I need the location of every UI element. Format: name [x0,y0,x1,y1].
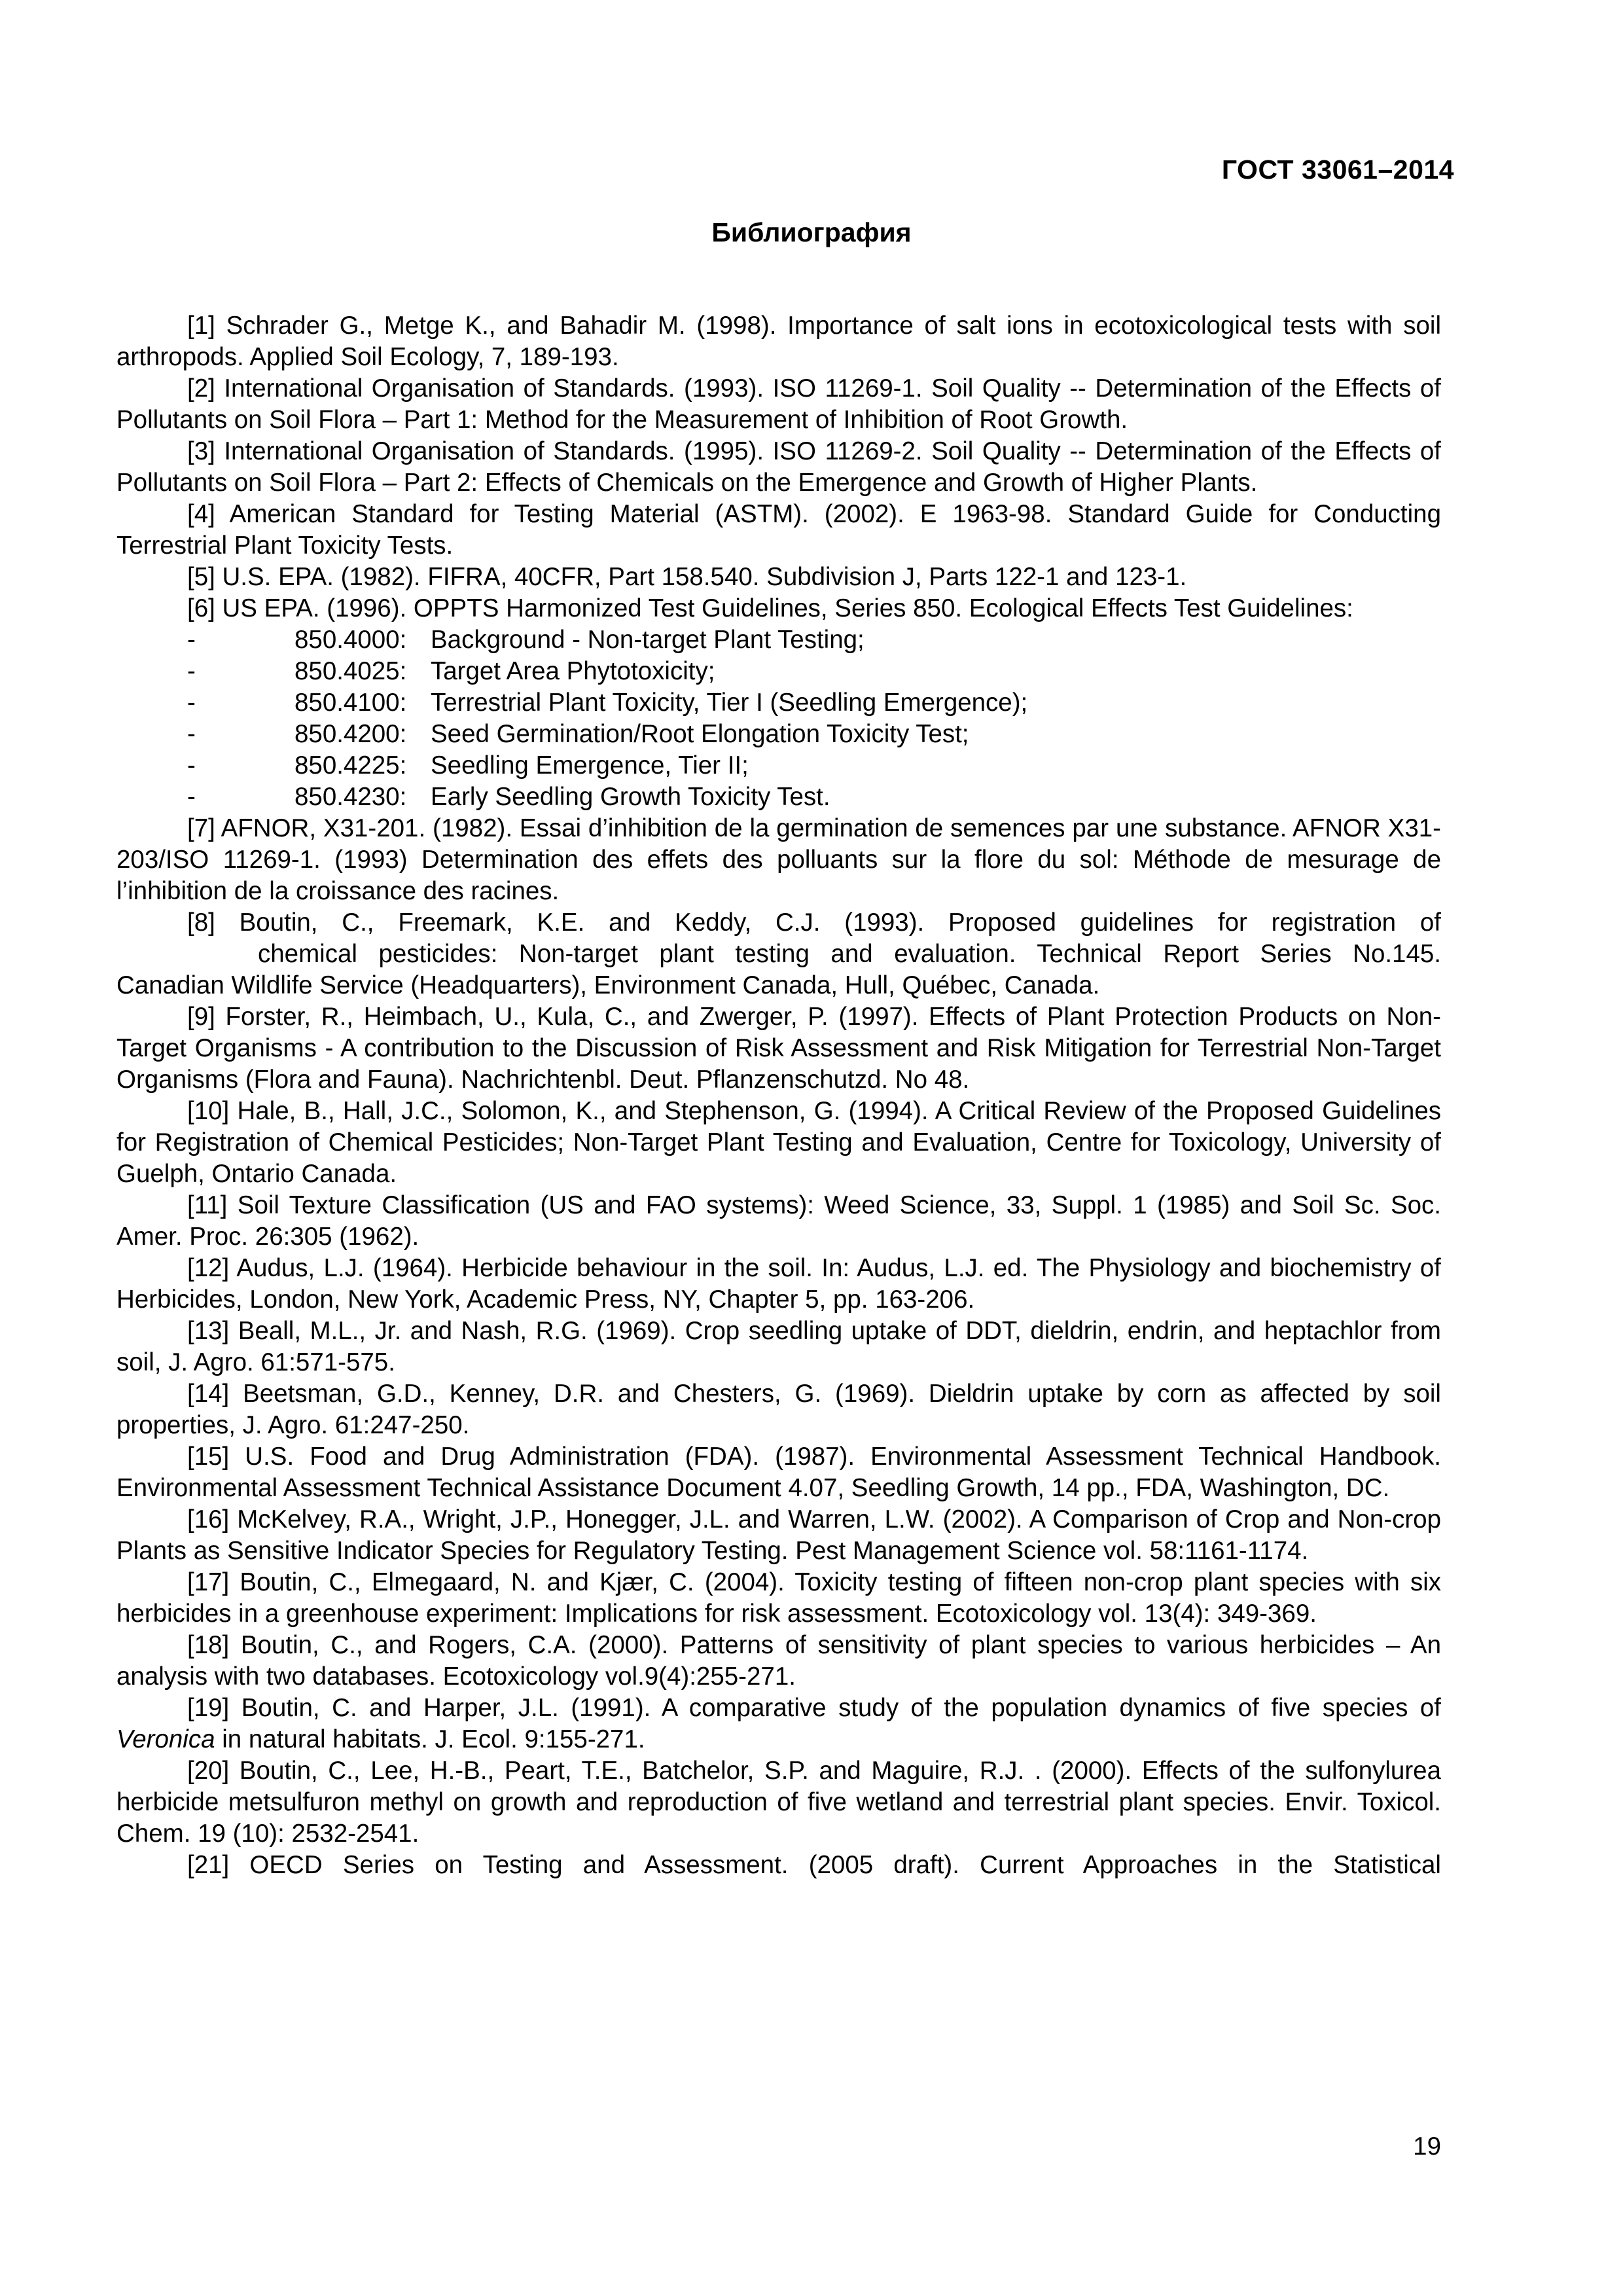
reference-9: [9] Forster, R., Heimbach, U., Kula, C., and Zwerger, P. (1997). Effects of Plant Protection Products on Non-Target Organisms - A contribution to the Discussion of Risk Assessment and Risk Mitigation for Terrestrial Non-Target Organisms (Flora and Fauna). Nachrichtenbl. Deut. Pflanzenschutzd. No 48. [116,1003,1441,1094]
guideline-code: 850.4000: [294,626,407,654]
guideline-item [116,781,1441,813]
guideline-code: 850.4230: [294,783,407,811]
reference-19-species-italic: Veronica [116,1725,215,1753]
list-dash: - [187,783,196,811]
reference-14: [14] Beetsman, G.D., Kenney, D.R. and Chesters, G. (1969). Dieldrin uptake by corn as affected by soil properties, J. Agro. 61:247-250. [116,1380,1441,1439]
reference-3: [3] International Organisation of Standards. (1995). ISO 11269-2. Soil Quality -- Determination of the Effects of Pollutants on Soil Flora – Part 2: Effects of Chemicals on the Emergence and Growth of Higher Plants. [116,437,1441,497]
guideline-item [116,719,1441,750]
reference-13: [13] Beall, M.L., Jr. and Nash, R.G. (1969). Crop seedling uptake of DDT, dieldrin, endrin, and heptachlor from soil, J. Agro. 61:571-575. [116,1317,1441,1376]
reference-20: [20] Boutin, C., Lee, H.-B., Peart, T.E., Batchelor, S.P. and Maguire, R.J. . (2000). Effects of the sulfonylurea herbicide metsulfuron methyl on growth and reproduction of five wetland and terrestrial plant species. Envir. Toxicol. Chem. 19 (10): 2532-2541. [116,1757,1441,1848]
list-dash: - [187,689,196,717]
reference-15: [15] U.S. Food and Drug Administration (FDA). (1987). Environmental Assessment Technical Handbook. Environmental Assessment Technical Assistance Document 4.07, Seedling Growth, 14 pp., FDA, Washington, DC. [116,1443,1441,1502]
page-number: 19 [1413,2132,1441,2161]
reference-18: [18] Boutin, C., and Rogers, C.A. (2000). Patterns of sensitivity of plant species to various herbicides – An analysis with two databases. Ecotoxicology vol.9(4):255-271. [116,1631,1441,1691]
reference-6: [6] US EPA. (1996). OPPTS Harmonized Test Guidelines, Series 850. Ecological Effects Test Guidelines: [187,594,1353,622]
reference-11: [11] Soil Texture Classification (US and FAO systems): Weed Science, 33, Suppl. 1 (1985) and Soil Sc. Soc. Amer. Proc. 26:305 (1962). [116,1191,1441,1251]
guideline-code: 850.4025: [294,657,407,685]
reference-8-line-3: Canadian Wildlife Service (Headquarters), Environment Canada, Hull, Québec, Canada. [116,971,1100,999]
guideline-code: 850.4200: [294,720,407,748]
guideline-description: Seedling Emergence, Tier II; [431,751,749,780]
reference-8 [116,907,1441,1001]
list-dash: - [187,626,196,654]
guideline-code: 850.4100: [294,689,407,717]
reference-16: [16] McKelvey, R.A., Wright, J.P., Honegger, J.L. and Warren, L.W. (2002). A Comparison of Crop and Non-crop Plants as Sensitive Indicator Species for Regulatory Testing. Pest Management Science vol. 58:1161-1174. [116,1505,1441,1565]
reference-19-text-start: [19] Boutin, C. and Harper, J.L. (1991). A comparative study of the population dynamics of five species of [187,1694,1441,1722]
reference-4: [4] American Standard for Testing Material (ASTM). (2002). E 1963-98. Standard Guide for Conducting Terrestrial Plant Toxicity Tests. [116,500,1441,560]
reference-2: [2] International Organisation of Standards. (1993). ISO 11269-1. Soil Quality -- Determination of the Effects of Pollutants on Soil Flora – Part 1: Method for the Measurement of Inhibition of Root Growth. [116,374,1441,434]
reference-12: [12] Audus, L.J. (1964). Herbicide behaviour in the soil. In: Audus, L.J. ed. The Physiology and biochemistry of Herbicides, London, New York, Academic Press, NY, Chapter 5, pp. 163-206. [116,1254,1441,1314]
guideline-item [116,656,1441,687]
list-dash: - [187,720,196,748]
reference-8-line-2: chemical pesticides: Non-target plant testing and evaluation. Technical Report Series No.145. [258,940,1441,968]
bibliography-list [116,310,1441,1881]
guideline-description: Background - Non-target Plant Testing; [431,626,865,654]
guideline-description: Seed Germination/Root Elongation Toxicity Test; [431,720,969,748]
reference-21: [21] OECD Series on Testing and Assessment. (2005 draft). Current Approaches in the Statistical [187,1851,1441,1879]
guideline-description: Early Seedling Growth Toxicity Test. [431,783,830,811]
reference-19 [116,1693,1441,1755]
guideline-description: Target Area Phytotoxicity; [431,657,715,685]
standard-code: ГОСТ 33061–2014 [1221,154,1454,185]
reference-5: [5] U.S. EPA. (1982). FIFRA, 40CFR, Part 158.540. Subdivision J, Parts 122-1 and 123-1. [187,563,1187,591]
guideline-description: Terrestrial Plant Toxicity, Tier I (Seedling Emergence); [431,689,1028,717]
guideline-code: 850.4225: [294,751,407,780]
list-dash: - [187,751,196,780]
guideline-item [116,624,1441,656]
reference-1: [1] Schrader G., Metge K., and Bahadir M. (1998). Importance of salt ions in ecotoxicological tests with soil arthropods. Applied Soil Ecology, 7, 189-193. [116,312,1441,371]
list-dash: - [187,657,196,685]
reference-7: [7] AFNOR, X31-201. (1982). Essai d’inhibition de la germination de semences par une substance. AFNOR X31-203/ISO 11269-1. (1993) Determination des effets des polluants sur la flore du sol: Méthode de mesurage de l’inhibition de la croissance des racines. [116,814,1441,905]
guideline-item [116,687,1441,719]
guideline-item [116,750,1441,781]
reference-8-line-1: [8] Boutin, C., Freemark, K.E. and Keddy, C.J. (1993). Proposed guidelines for registration of [187,908,1441,937]
guideline-list [116,624,1441,813]
reference-17: [17] Boutin, C., Elmegaard, N. and Kjær, C. (2004). Toxicity testing of fifteen non-crop plant species with six herbicides in a greenhouse experiment: Implications for risk assessment. Ecotoxicology vol. 13(4): 349-369. [116,1568,1441,1628]
page-title: Библиография [711,217,912,247]
reference-10: [10] Hale, B., Hall, J.C., Solomon, K., and Stephenson, G. (1994). A Critical Review of the Proposed Guidelines for Registration of Chemical Pesticides; Non-Target Plant Testing and Evaluation, Centre for Toxicology, University of Guelph, Ontario Canada. [116,1097,1441,1188]
reference-19-text-end: in natural habitats. J. Ecol. 9:155-271. [215,1725,645,1753]
